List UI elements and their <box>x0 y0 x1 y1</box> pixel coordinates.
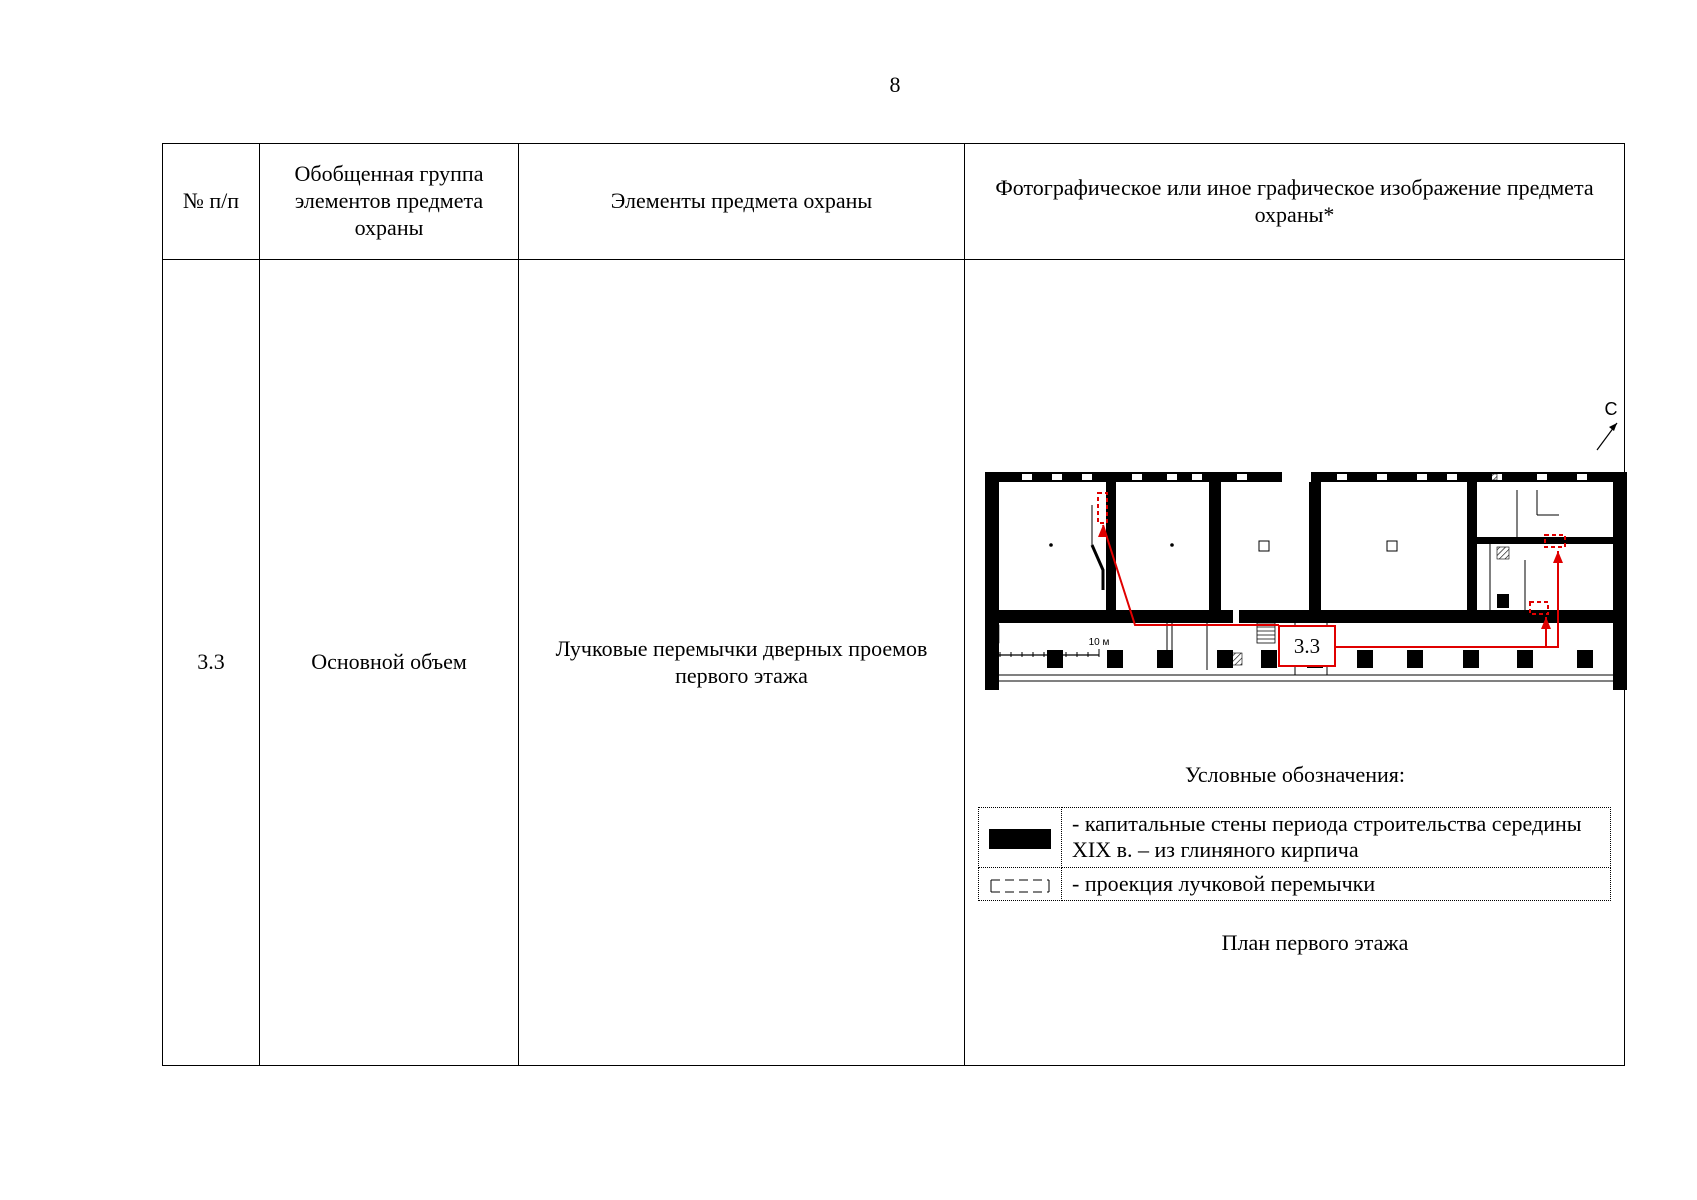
legend-symbol-lintel <box>979 867 1062 900</box>
plan-caption: План первого этажа <box>1221 930 1409 955</box>
legend-text-wall: - капитальные стены периода строительства середины XIX в. – из глиняного кирпича <box>1062 808 1611 868</box>
north-label: С <box>1604 399 1618 419</box>
row-number: 3.3 <box>163 260 260 1066</box>
staircase-steps <box>1257 627 1275 639</box>
row-group: Основной объем <box>260 260 519 1066</box>
hatched-segments <box>987 474 1509 665</box>
floor-plan-drawing <box>977 385 1627 740</box>
legend-row <box>979 808 1611 868</box>
legend-row <box>979 867 1611 900</box>
diagonal-wall <box>1092 545 1103 590</box>
header-group: Обобщенная группа элементов предмета охраны <box>260 144 519 260</box>
table-header-row <box>163 144 1625 260</box>
image-cell <box>965 260 1625 1066</box>
row-element: Лучковые перемычки дверных проемов первого этажа <box>519 260 965 1066</box>
callout-label: 3.3 <box>1293 634 1321 658</box>
legend-title: Условные обозначения: <box>1184 762 1406 787</box>
header-elements: Элементы предмета охраны <box>519 144 965 260</box>
header-number: № п/п <box>163 144 260 260</box>
legend-table <box>978 807 1611 901</box>
north-arrow <box>1597 399 1618 450</box>
protection-elements-table <box>162 143 1625 1066</box>
legend-symbol-wall <box>979 808 1062 868</box>
scale-end-label: 10 м <box>1088 637 1110 648</box>
page-number: 8 <box>889 72 901 97</box>
columns <box>1049 541 1397 551</box>
scale-zero-label: 0 <box>986 637 992 648</box>
callout-box <box>1279 626 1335 666</box>
lintel-swatch-icon <box>990 878 1050 894</box>
table-row <box>163 260 1625 1066</box>
wall-swatch-icon <box>989 829 1051 849</box>
lintel-markers <box>1098 493 1565 614</box>
header-image: Фотографическое или иное графическое изображение предмета охраны* <box>965 144 1625 260</box>
legend-text-lintel: - проекция лучковой перемычки <box>1062 867 1611 900</box>
